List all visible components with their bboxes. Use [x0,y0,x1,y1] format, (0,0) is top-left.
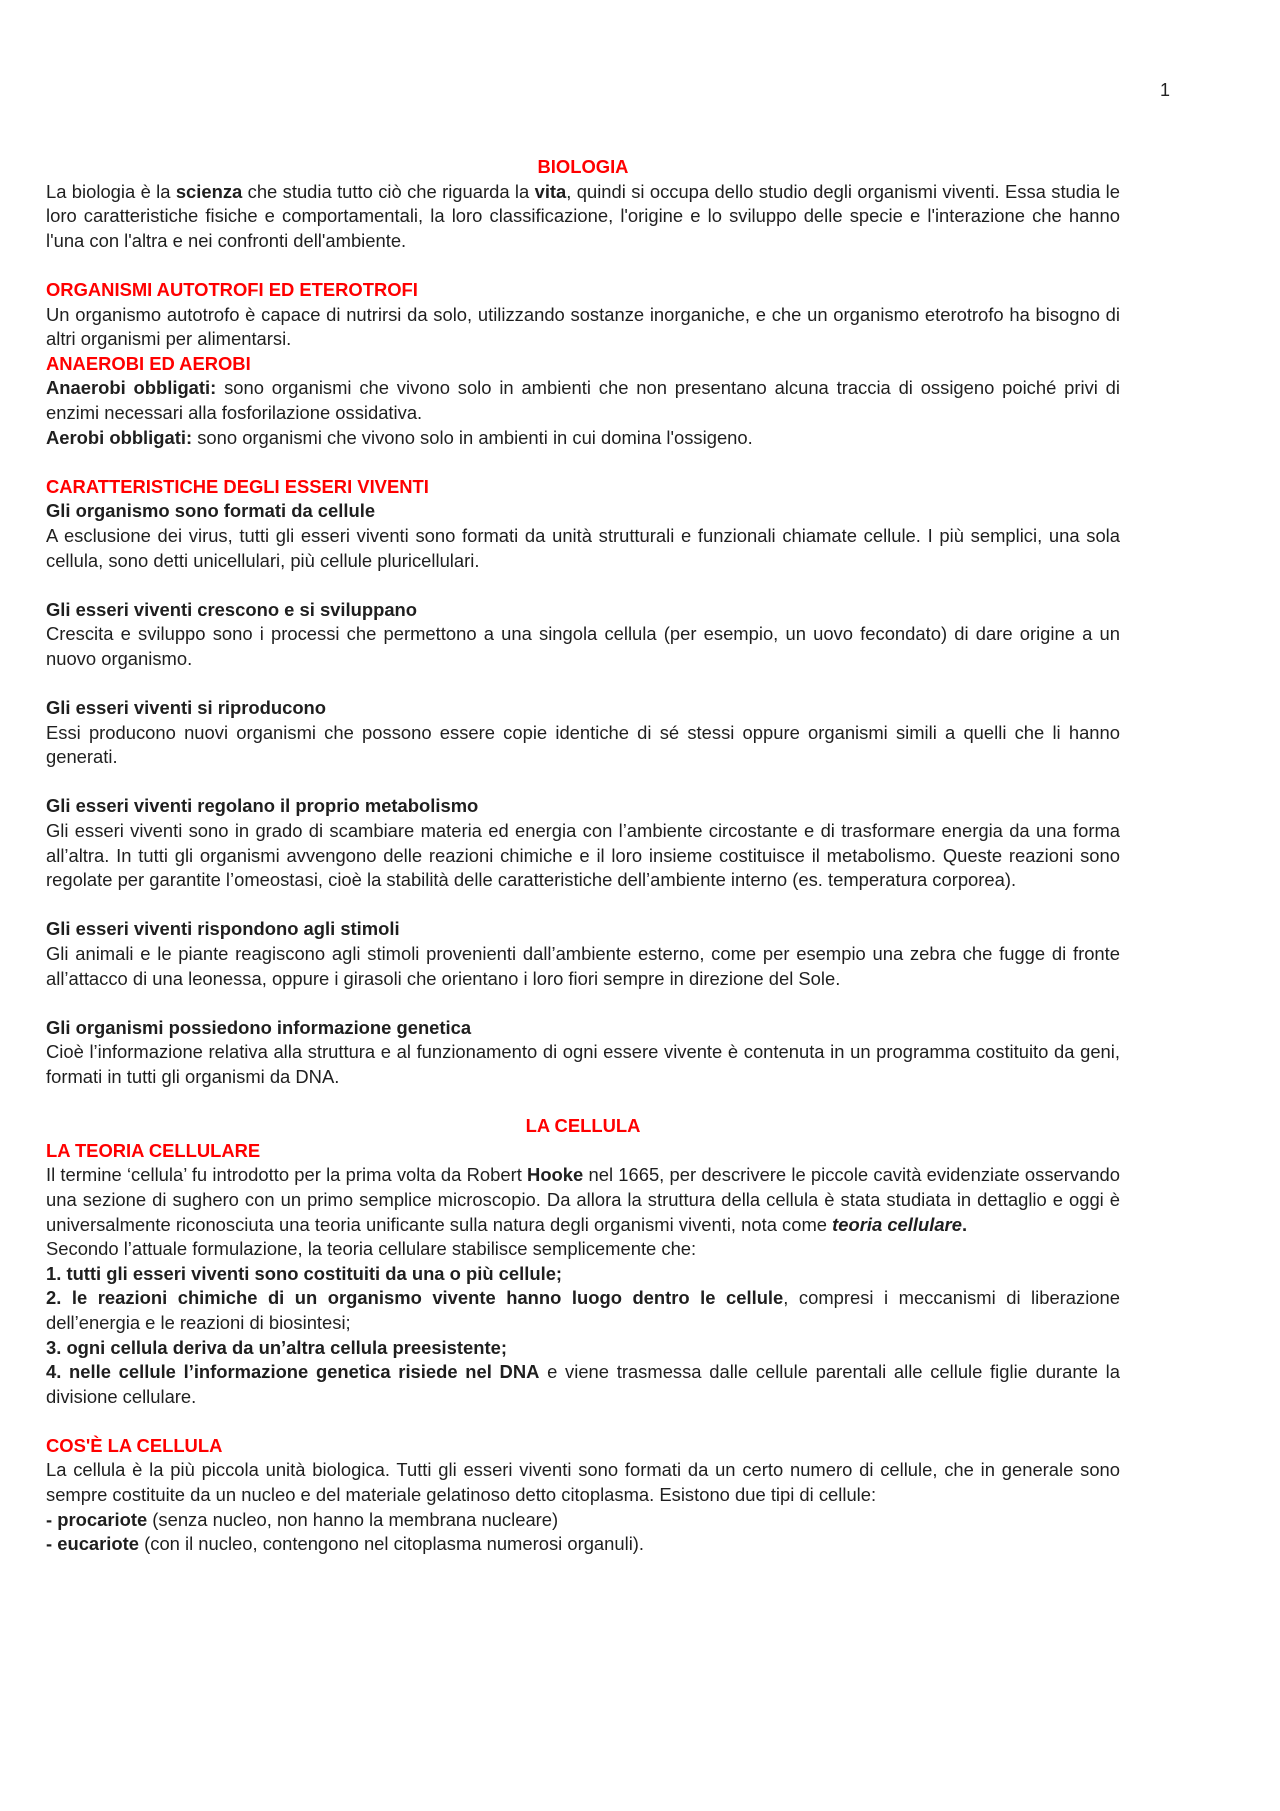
list-item-4: 4. nelle cellule l’informazione genetica risiede nel DNA e viene trasmessa dalle cellule parentali alle cellule figlie durante la divisione cellulare. [46,1361,1120,1407]
paragraph-autotrofi: Un organismo autotrofo è capace di nutrirsi da solo, utilizzando sostanze inorganiche, e che un organismo eterotrofo ha bisogno di altri organismi per alimentarsi. [46,303,1120,350]
paragraph-cos-e-cellula: La cellula è la più piccola unità biologica. Tutti gli esseri viventi sono formati da un certo numero di cellule, che in generale sono sempre costituite da un nucleo e del materiale gelatinoso detto citoplasma. Esistono due tipi di cellule: [46,1459,1120,1506]
heading-autotrofi: ORGANISMI AUTOTROFI ED ETEROTROFI [46,278,418,300]
paragraph-teoria-intro: Secondo l’attuale formulazione, la teoria cellulare stabilisce semplicemente che: [46,1238,697,1260]
heading-cos-e-cellula: COS'È LA CELLULA [46,1434,223,1456]
document-body [46,155,1120,1557]
list-item-1: 1. tutti gli esseri viventi sono costituiti da una o più cellule; [46,1262,563,1284]
list-item-procariote: - procariote (senza nucleo, non hanno la membrana nucleare) [46,1508,559,1530]
list-item-3: 3. ogni cellula deriva da un’altra cellula preesistente; [46,1336,507,1358]
heading-anaerobi: ANAEROBI ED AEROBI [46,352,251,374]
paragraph-stimoli: Gli animali e le piante reagiscono agli stimoli provenienti dall’ambiente esterno, come per esempio una zebra che fugge di fronte all’attacco di una leonessa, oppure i girasoli che orientano i loro fiori sempre in direzione del Sole. [46,943,1120,989]
list-item-eucariote: - eucariote (con il nucleo, contengono nel citoplasma numerosi organuli). [46,1533,645,1555]
list-item-2: 2. le reazioni chimiche di un organismo vivente hanno luogo dentro le cellule, compresi i meccanismi di liberazione dell’energia e le reazioni di biosintesi; [46,1287,1120,1333]
paragraph-genetica: Cioè l’informazione relativa alla struttura e al funzionamento di ogni essere vivente è contenuta in un programma costituito da geni, formati in tutti gli organismi da DNA. [46,1041,1120,1087]
paragraph-cellule: A esclusione dei virus, tutti gli esseri viventi sono formati da unità strutturali e funzionali chiamate cellule. I più semplici, una sola cellula, sono detti unicellulari, più cellule pluricellulari. [46,524,1120,571]
subheading-metabolismo: Gli esseri viventi regolano il proprio metabolismo [46,795,479,817]
subheading-crescita: Gli esseri viventi crescono e si sviluppano [46,598,418,620]
subheading-stimoli: Gli esseri viventi rispondono agli stimoli [46,918,400,940]
heading-teoria-cellulare: LA TEORIA CELLULARE [46,1139,261,1161]
paragraph-anaerobi: Anaerobi obbligati: sono organismi che vivono solo in ambienti che non presentano alcuna traccia di ossigeno poiché privi di enzimi necessari alla fosforilazione ossidativa. [46,377,1120,423]
subheading-cellule: Gli organismo sono formati da cellule [46,500,376,522]
title-cellula: LA CELLULA [525,1115,641,1137]
heading-caratteristiche: CARATTERISTICHE DEGLI ESSERI VIVENTI [46,475,429,497]
paragraph-teoria: Il termine ‘cellula’ fu introdotto per la prima volta da Robert Hooke nel 1665, per descrivere le piccole cavità evidenziate osservando una sezione di sughero con un primo semplice microscopio. Da allora la struttura della cellula è stata studiata in dettaglio e oggi è universalmente riconosciuta una teoria unificante sulla natura degli organismi viventi, nota come teoria cellulare. [46,1164,1121,1235]
subheading-riproduzione: Gli esseri viventi si riproducono [46,697,327,719]
paragraph-biologia: La biologia è la scienza che studia tutto ciò che riguarda la vita, quindi si occupa dello studio degli organismi viventi. Essa studia le loro caratteristiche fisiche e comportamentali, la loro classificazione, l'origine e lo sviluppo delle specie e l'interazione che hanno l'una con l'altra e nei confronti dell'ambiente. [46,180,1120,251]
paragraph-aerobi: Aerobi obbligati: sono organismi che vivono solo in ambienti in cui domina l'ossigeno. [46,426,753,448]
paragraph-crescita: Crescita e sviluppo sono i processi che permettono a una singola cellula (per esempio, un uovo fecondato) di dare origine a un nuovo organismo. [46,623,1120,669]
paragraph-riproduzione: Essi producono nuovi organismi che possono essere copie identiche di sé stessi oppure organismi simili a quelli che li hanno generati. [46,721,1120,768]
subheading-genetica: Gli organismi possiedono informazione genetica [46,1016,472,1038]
paragraph-metabolismo: Gli esseri viventi sono in grado di scambiare materia ed energia con l’ambiente circostante e di trasformare energia da una forma all’altra. In tutti gli organismi avvengono delle reazioni chimiche e il loro insieme costituisce il metabolismo. Queste reazioni sono regolate per garantite l’omeostasi, cioè la stabilità delle caratteristiche dell’ambiente interno (es. temperatura corporea). [46,820,1120,891]
page-number: 1 [1159,80,1170,100]
title-biologia: BIOLOGIA [537,156,629,177]
